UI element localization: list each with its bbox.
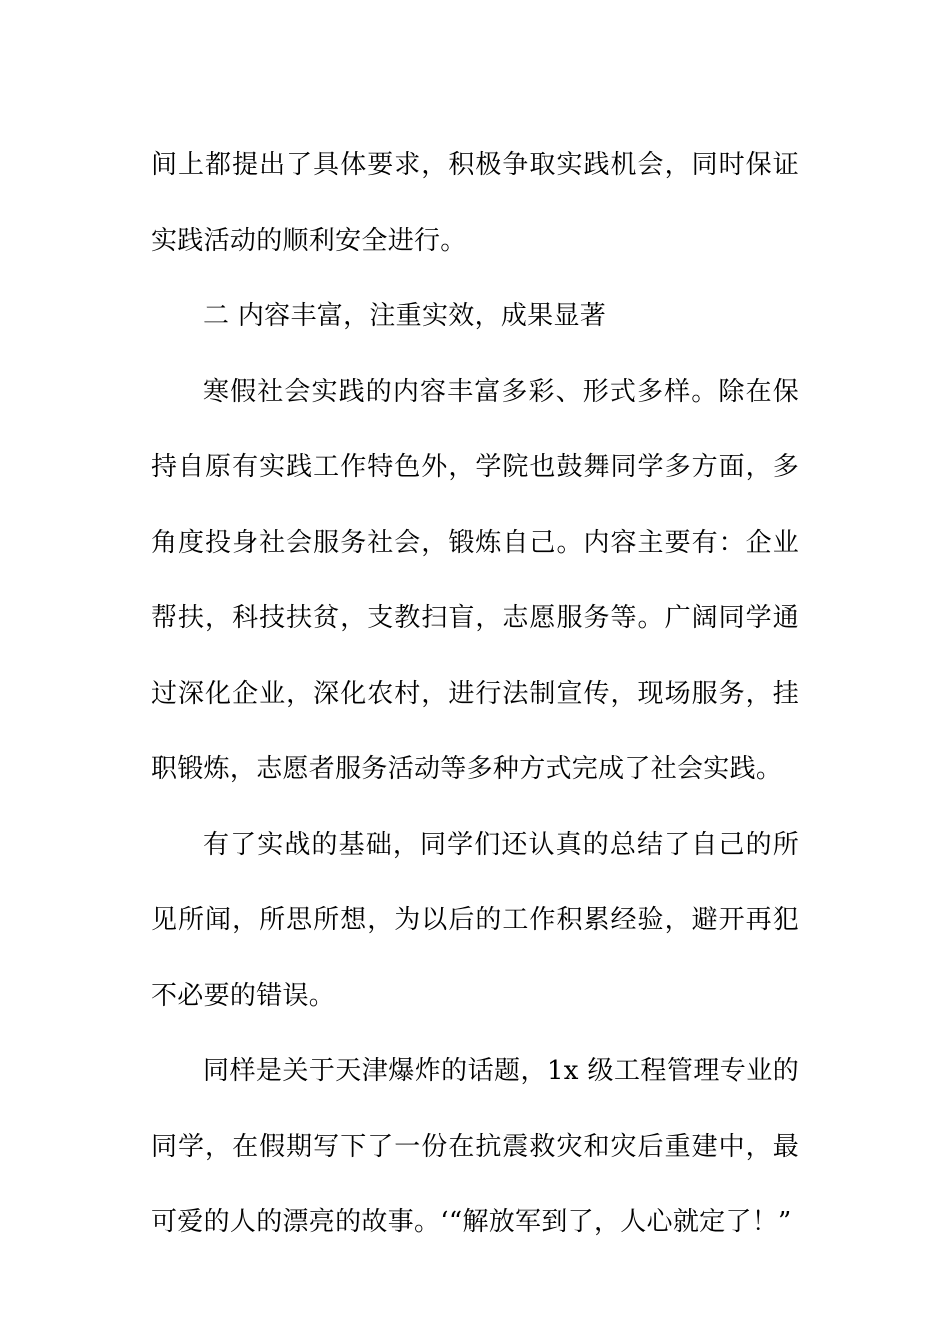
- section-heading: 二 内容丰富，注重实效，成果显著: [203, 301, 607, 331]
- paragraph: 同样是关于天津爆炸的话题，1x 级工程管理专业的同学，在假期写下了一份在抗震救灾和灾后重建中，最可爱的人的漂亮的故事。‘“解放军到了，人心就定了！”: [151, 1056, 799, 1237]
- paragraph: 寒假社会实践的内容丰富多彩、形式多样。除在保持自原有实践工作特色外，学院也鼓舞同学多方面，多角度投身社会服务社会，锻炼自己。内容主要有：企业帮扶，科技扶贫，支教扫盲，志愿服务等。广阔同学通过深化企业，深化农村，进行法制宣传，现场服务，挂职锻炼，志愿者服务活动等多种方式完成了社会实践。: [151, 376, 799, 784]
- paragraph: 有了实战的基础，同学们还认真的总结了自己的所见所闻，所思所想，为以后的工作积累经验，避开再犯不必要的错误。: [151, 829, 799, 1011]
- paragraph-continuation: 间上都提出了具体要求，积极争取实践机会，同时保证实践活动的顺利安全进行。: [151, 150, 799, 256]
- document-body: [151, 128, 799, 1261]
